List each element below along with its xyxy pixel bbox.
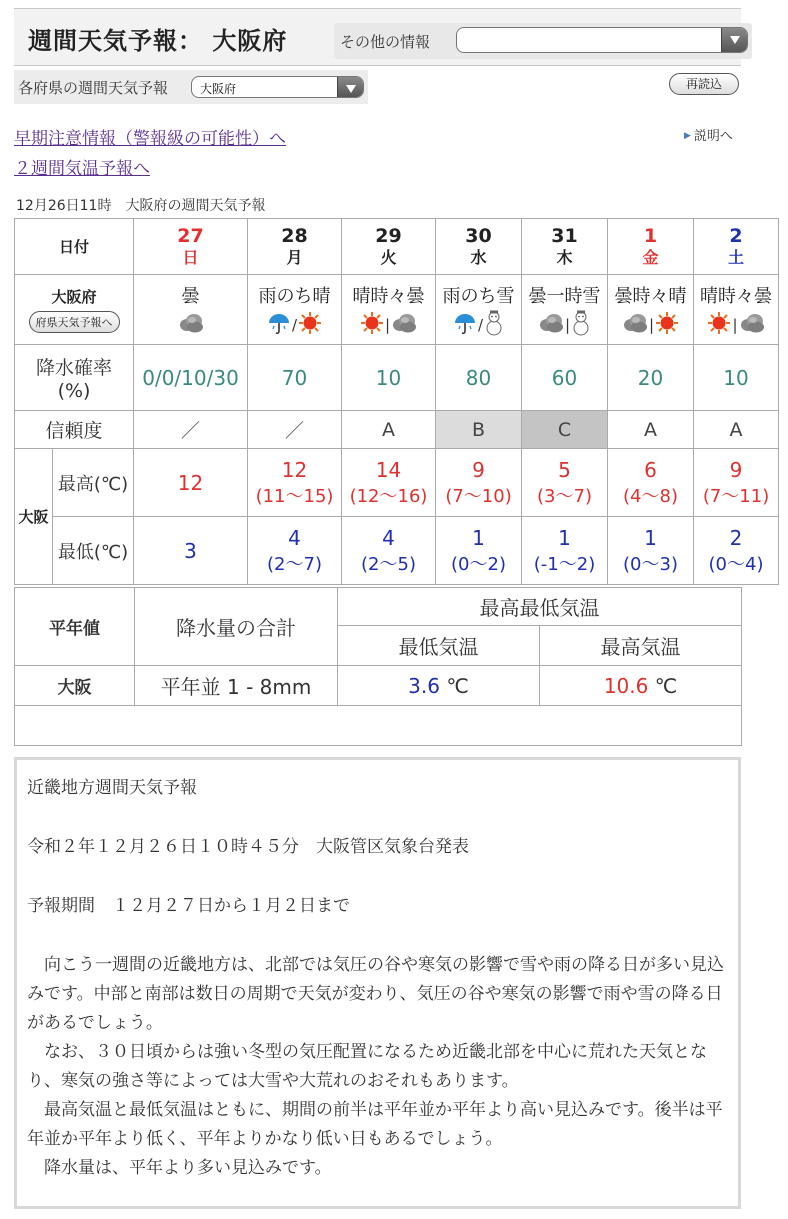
max-temp-value: 14: [375, 457, 402, 482]
max-temp-header: 最高(℃): [53, 449, 134, 517]
sun-icon: [707, 311, 731, 339]
text-forecast-paragraph: 最高気温と最低気温はともに、期間の前半は平年並か平年より高い見込みです。後半は平年並か平年より低く、平年よりかなり低い日もあるでしょう。: [27, 1100, 723, 1149]
max-temp-range: (12〜16): [349, 485, 428, 507]
normals-header: 平年値: [15, 588, 135, 666]
separator: /: [477, 315, 484, 334]
triangle-right-icon: ▶: [684, 131, 691, 141]
min-temp-value: 2: [729, 525, 743, 550]
unit-label: ℃: [446, 673, 469, 698]
max-temp-normal-value: 10.6: [603, 673, 649, 698]
reliability-cell: [608, 411, 694, 449]
min-temp-cell: [522, 517, 608, 585]
normals-empty-row: [15, 706, 742, 746]
pref-select-box: [14, 70, 368, 104]
pop-value: 70: [281, 365, 308, 390]
min-temp-value: 3: [184, 538, 197, 563]
date-header: 日付: [15, 219, 134, 275]
min-temp-row: [15, 517, 779, 585]
weather-text: 晴時々曇: [352, 285, 425, 307]
pop-value: 60: [551, 365, 578, 390]
precip-normal-value: 平年並 1 - 8mm: [135, 666, 338, 706]
pop-cell: [436, 345, 522, 411]
text-forecast-paragraph: なお、３０日頃からは強い冬型の気圧配置になるため近畿北部を中心に荒れた天気となり、寒気の強さ等によっては大雪や大荒れのおそれもあります。: [27, 1042, 707, 1091]
normals-table: [14, 587, 742, 746]
max-temp-normal-header: 最高気温: [540, 626, 742, 666]
weather-icons: [522, 312, 607, 338]
weather-text: 雨のち雪: [442, 285, 515, 307]
pop-cell: [134, 345, 248, 411]
cloudy-icon: [391, 311, 417, 339]
max-temp-value: 6: [644, 457, 657, 482]
weather-icons: [134, 312, 247, 338]
date-cell: [608, 219, 694, 275]
pop-header-unit: (%): [57, 380, 91, 402]
text-forecast-paragraph: 降水量は、平年より多い見込みです。: [27, 1158, 332, 1178]
day-of-week: 木: [556, 247, 573, 267]
reliability-cell: [248, 411, 342, 449]
pop-value: 20: [637, 365, 664, 390]
date-cell: [134, 219, 248, 275]
weather-icons: [248, 312, 341, 338]
region-cell: [15, 275, 134, 345]
pref-forecast-button[interactable]: 府県天気予報へ: [29, 311, 120, 333]
min-temp-range: (0〜4): [708, 553, 764, 575]
cloudy-icon: [739, 311, 765, 339]
pref-select-label: 各府県の週間天気予報: [18, 79, 169, 97]
chevron-down-icon: [721, 28, 747, 52]
reliability-cell: [694, 411, 779, 449]
reliability-cell: [134, 411, 248, 449]
min-temp-cell: [342, 517, 436, 585]
date-number: 29: [375, 224, 402, 247]
spacer: [27, 921, 728, 951]
max-temp-value: 9: [472, 457, 485, 482]
umbrella-icon: [453, 311, 477, 339]
pop-header: [15, 345, 134, 411]
separator: |: [384, 315, 391, 334]
text-forecast-title: 近畿地方週間天気予報: [27, 778, 197, 798]
pop-value: 80: [465, 365, 492, 390]
weather-cell: [436, 275, 522, 345]
reliability-value: ／: [285, 420, 305, 442]
city-header: 大阪: [15, 449, 53, 585]
unit-label: ℃: [654, 673, 678, 698]
pop-cell: [694, 345, 779, 411]
min-temp-value: 1: [558, 525, 571, 550]
min-temp-range: (0〜3): [623, 553, 678, 575]
pop-header-label: 降水確率: [36, 357, 113, 379]
pref-select[interactable]: [191, 76, 364, 98]
other-info-box: [334, 23, 752, 59]
date-number: 30: [465, 224, 492, 247]
min-temp-header: 最低(℃): [53, 517, 134, 585]
other-info-label: その他の情報: [340, 33, 431, 51]
cloudy-icon: [538, 311, 564, 339]
reliability-value: A: [644, 418, 658, 441]
max-temp-cell: [248, 449, 342, 517]
separator: |: [564, 315, 571, 334]
reliability-value: A: [382, 418, 396, 441]
weather-icons: [436, 312, 521, 338]
other-info-select[interactable]: [456, 27, 748, 53]
weather-text: 曇時々晴: [614, 285, 687, 307]
page-header: [14, 8, 741, 66]
date-cell: [436, 219, 522, 275]
pop-cell: [248, 345, 342, 411]
spacer: [27, 803, 728, 833]
date-number: 28: [281, 224, 308, 247]
max-temp-range: (4〜8): [623, 485, 678, 507]
reliability-value: ／: [181, 420, 201, 442]
reliability-value: C: [557, 418, 572, 441]
min-temp-cell: [248, 517, 342, 585]
max-temp-cell: [608, 449, 694, 517]
pop-cell: [342, 345, 436, 411]
early-warning-link[interactable]: 早期注意情報（警報級の可能性）へ: [14, 129, 286, 149]
precip-header: 降水量の合計: [135, 588, 338, 666]
text-forecast-box: [14, 757, 741, 1209]
pop-cell: [608, 345, 694, 411]
weather-text: 雨のち晴: [258, 285, 331, 307]
date-row: [15, 219, 779, 275]
reliability-row: [15, 411, 779, 449]
region-name: 大阪府: [51, 288, 97, 306]
day-of-week: 水: [470, 247, 487, 267]
cloudy-icon: [622, 311, 648, 339]
reload-button[interactable]: 再読込: [669, 73, 739, 95]
min-temp-range: (-1〜2): [533, 553, 596, 575]
weather-text: 曇一時雪: [528, 285, 601, 307]
date-cell: [342, 219, 436, 275]
weather-text: 曇: [181, 285, 200, 307]
day-of-week: 月: [286, 247, 303, 267]
pop-row: [15, 345, 779, 411]
weather-text: 晴時々曇: [700, 285, 773, 307]
date-cell: [522, 219, 608, 275]
min-temp-value: 4: [288, 525, 301, 550]
max-temp-cell: [694, 449, 779, 517]
min-temp-range: (2〜5): [361, 553, 416, 575]
max-temp-range: (7〜10): [445, 485, 512, 507]
min-temp-value: 1: [472, 525, 485, 550]
weather-icons: [608, 312, 693, 338]
min-temp-cell: [608, 517, 694, 585]
min-temp-value: 4: [382, 525, 395, 550]
max-temp-normal-cell: [540, 666, 742, 706]
min-temp-normal-header: 最低気温: [338, 626, 540, 666]
min-temp-value: 1: [644, 525, 657, 550]
date-number: 2: [729, 224, 743, 247]
max-temp-range: (3〜7): [537, 485, 592, 507]
max-temp-value: 12: [177, 470, 204, 495]
explain-link-label: 説明へ: [693, 129, 733, 144]
announce-text: 12月26日11時 大阪府の週間天気予報: [16, 198, 266, 214]
text-forecast-period: 予報期間 １２月２７日から１月２日まで: [27, 896, 350, 916]
separator: |: [648, 315, 655, 334]
sun-icon: [360, 311, 384, 339]
date-number: 27: [177, 224, 204, 247]
min-temp-cell: [694, 517, 779, 585]
max-temp-range: (11〜15): [255, 485, 334, 507]
text-forecast-issued: 令和２年１２月２６日１０時４５分 大阪管区気象台発表: [27, 837, 469, 857]
pop-cell: [522, 345, 608, 411]
day-of-week: 金: [642, 247, 659, 267]
umbrella-icon: [267, 311, 291, 339]
weather-cell: [342, 275, 436, 345]
date-cell: [248, 219, 342, 275]
pref-select-value: 大阪府: [200, 82, 237, 96]
min-temp-cell: [436, 517, 522, 585]
pop-value: 10: [723, 365, 749, 390]
sun-icon: [298, 311, 322, 339]
min-temp-range: (2〜7): [267, 553, 322, 575]
separator: |: [732, 315, 738, 334]
pop-value: 0/0/10/30: [142, 365, 239, 390]
weather-cell: [608, 275, 694, 345]
reliability-cell: [436, 411, 522, 449]
spacer: [27, 862, 728, 892]
weather-cell: [134, 275, 248, 345]
min-temp-cell: [134, 517, 248, 585]
chevron-down-icon: [337, 77, 363, 97]
pop-value: 10: [375, 365, 402, 390]
min-temp-range: (0〜2): [451, 553, 506, 575]
explain-link[interactable]: [684, 125, 733, 144]
max-temp-cell: [436, 449, 522, 517]
weather-cell: [694, 275, 779, 345]
weather-cell: [248, 275, 342, 345]
min-temp-normal-value: 3.6: [408, 673, 440, 698]
separator: /: [291, 315, 298, 334]
page-title: 週間天気予報： 大阪府: [28, 27, 288, 55]
weather-row: [15, 275, 779, 345]
day-of-week: 火: [380, 247, 397, 267]
weather-icons: [694, 312, 778, 338]
max-temp-cell: [134, 449, 248, 517]
date-cell: [694, 219, 779, 275]
reliability-cell: [342, 411, 436, 449]
max-temp-cell: [522, 449, 608, 517]
max-temp-cell: [342, 449, 436, 517]
max-temp-range: (7〜11): [702, 485, 770, 507]
reliability-cell: [522, 411, 608, 449]
cloudy-icon: [178, 311, 204, 339]
weather-icons: [342, 312, 435, 338]
text-forecast-paragraph: 向こう一週間の近畿地方は、北部では気圧の谷や寒気の影響で雪や雨の降る日が多い見込みです。中部と南部は数日の周期で天気が変わり、気圧の谷や寒気の影響で雨や雪の降る日があるでしょう。: [27, 955, 724, 1033]
max-temp-row: [15, 449, 779, 517]
temp-header: 最高最低気温: [338, 588, 742, 626]
two-week-link[interactable]: ２週間気温予報へ: [14, 159, 150, 179]
max-temp-value: 9: [729, 457, 743, 482]
snowman-icon: [571, 310, 591, 340]
normals-city: 大阪: [15, 666, 135, 706]
sun-icon: [655, 311, 679, 339]
day-of-week: 土: [728, 247, 745, 267]
max-temp-value: 12: [281, 457, 308, 482]
snowman-icon: [484, 310, 504, 340]
reliability-header: 信頼度: [15, 411, 134, 449]
date-number: 31: [551, 224, 578, 247]
min-temp-normal-cell: [338, 666, 540, 706]
reliability-value: B: [471, 418, 486, 441]
day-of-week: 日: [182, 247, 199, 267]
max-temp-value: 5: [558, 457, 571, 482]
forecast-table: [14, 218, 779, 585]
reliability-value: A: [729, 418, 743, 441]
date-number: 1: [643, 224, 658, 247]
weather-cell: [522, 275, 608, 345]
